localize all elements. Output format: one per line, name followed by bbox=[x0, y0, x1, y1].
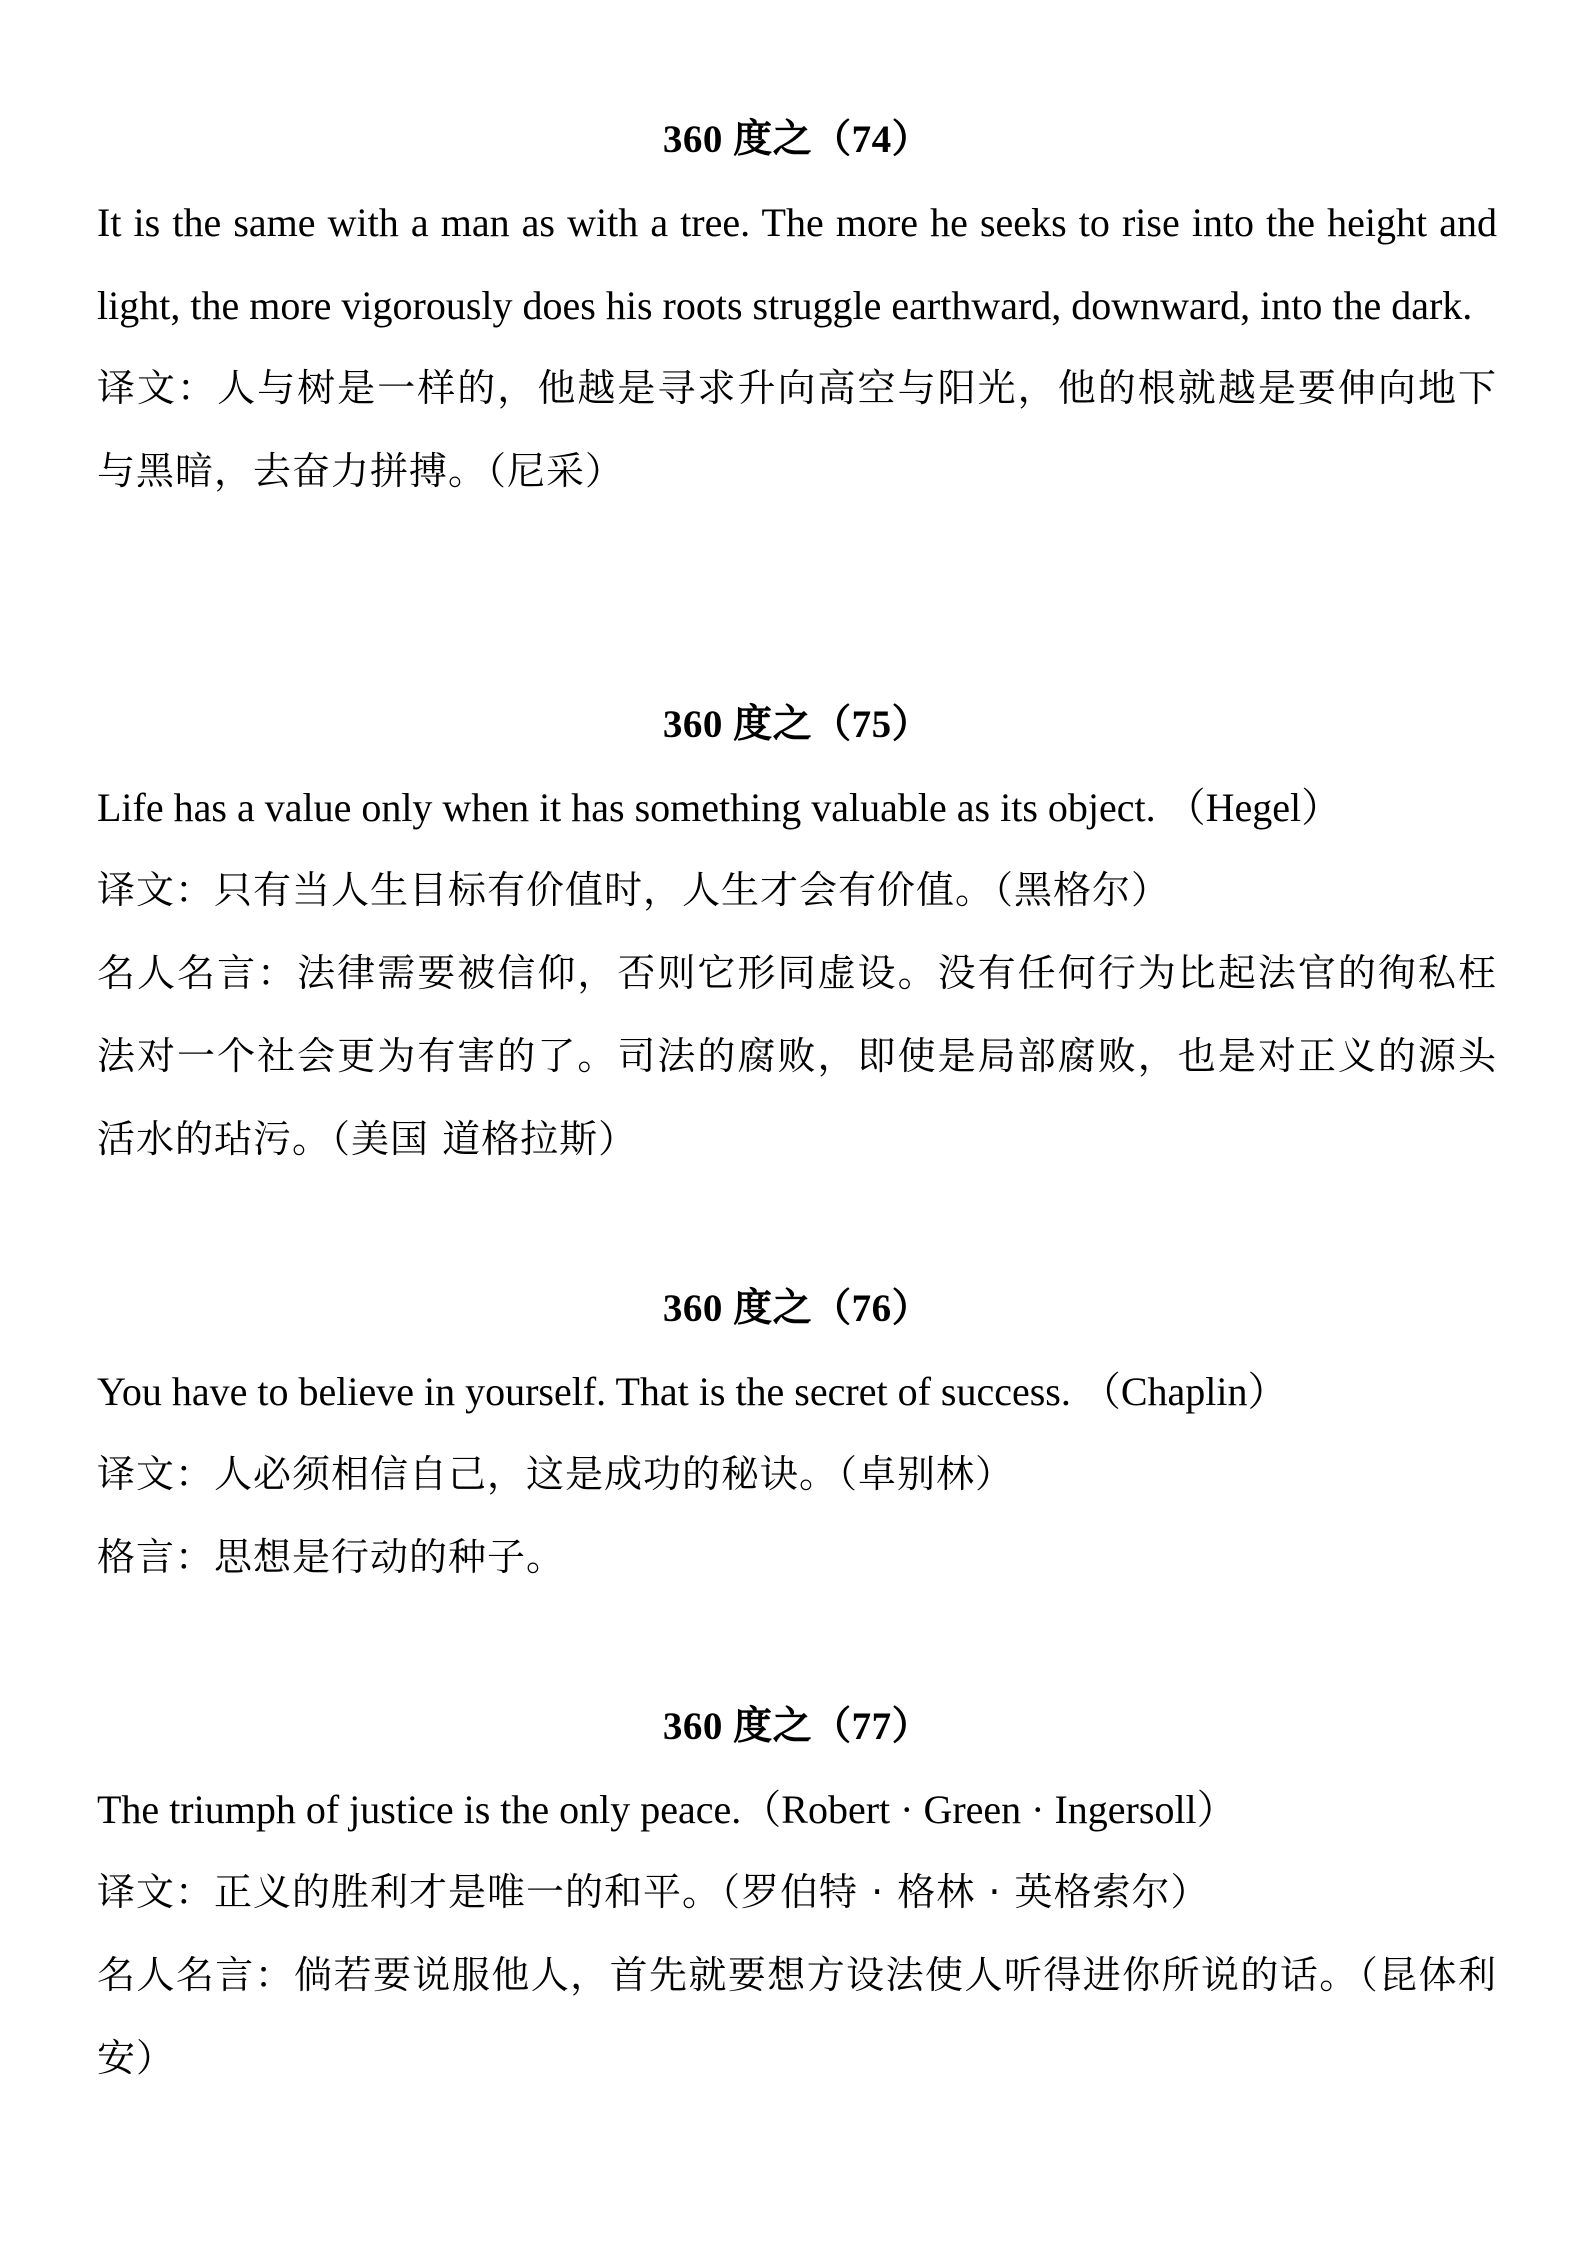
chinese-translation: 译文：人与树是一样的，他越是寻求升向高空与阳光，他的根就越是要伸向地下与黑暗，去奋力拼搏。（尼采） bbox=[97, 366, 1497, 493]
section-heading: 360 度之（75） bbox=[662, 703, 932, 746]
quote-section-74 bbox=[97, 98, 1497, 513]
famous-quote: 名人名言：法律需要被信仰，否则它形同虚设。没有任何行为比起法官的徇私枉法对一个社会更为有害的了。司法的腐败，即使是局部腐败，也是对正义的源头活水的玷污。（美国 道格拉斯） bbox=[97, 951, 1497, 1161]
famous-quote: 名人名言：倘若要说服他人，首先就要想方设法使人听得进你所说的话。（昆体利安） bbox=[97, 1953, 1497, 2080]
english-quote: You have to believe in yourself. That is the secret of success. （Chaplin） bbox=[97, 1369, 1288, 1414]
quote-section-75 bbox=[97, 683, 1497, 1181]
quote-section-76 bbox=[97, 1267, 1497, 1599]
chinese-translation: 译文：正义的胜利才是唯一的和平。（罗伯特 · 格林 · 英格索尔） bbox=[97, 1870, 1210, 1914]
section-heading: 360 度之（76） bbox=[662, 1287, 932, 1330]
english-quote: Life has a value only when it has something valuable as its object. （Hegel） bbox=[97, 785, 1342, 830]
chinese-translation: 译文：人必须相信自己，这是成功的秘诀。（卓别林） bbox=[97, 1452, 1015, 1496]
chinese-translation: 译文：只有当人生目标有价值时，人生才会有价值。（黑格尔） bbox=[97, 868, 1171, 912]
quote-section-77 bbox=[97, 1685, 1497, 2100]
motto: 格言：思想是行动的种子。 bbox=[97, 1535, 566, 1579]
english-quote: The triumph of justice is the only peace.（Robert · Green · Ingersoll） bbox=[97, 1787, 1237, 1832]
section-heading: 360 度之（77） bbox=[662, 1705, 932, 1748]
section-heading: 360 度之（74） bbox=[662, 118, 932, 161]
english-quote: It is the same with a man as with a tree. The more he seeks to rise into the height and light, the more vigorously does his roots struggle earthward, downward, into the dark. bbox=[97, 200, 1497, 328]
